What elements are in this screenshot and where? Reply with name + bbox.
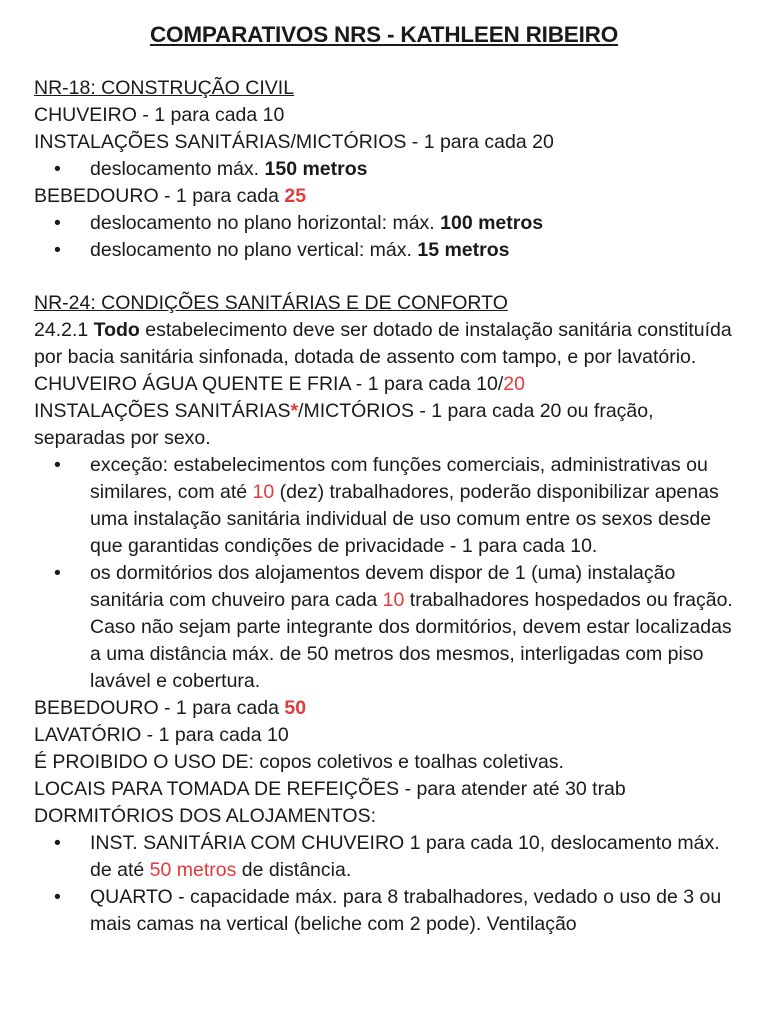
highlight-value: 50	[284, 697, 307, 719]
nr18-heading: NR-18: CONSTRUÇÃO CIVIL	[34, 77, 295, 99]
highlight-value: 25	[284, 185, 307, 207]
list-item: • exceção: estabelecimentos com funções comerciais, administrativas ou similares, com até 10 (dez) trabalhadores, poderão disponibilizar apenas uma instalação sanitária individual de uso comum entre os sexos desde que garantidas condições de privacidade - 1 para cada 10.	[90, 452, 734, 560]
list-item: • QUARTO - capacidade máx. para 8 trabalhadores, vedado o uso de 3 ou mais camas na vertical (beliche com 2 pode). Ventilação	[90, 884, 734, 938]
nr18-bebedouro: BEBEDOURO - 1 para cada 25	[34, 185, 307, 207]
nr24-proibido: É PROIBIDO O USO DE: copos coletivos e toalhas coletivas.	[34, 751, 564, 773]
list-item: • deslocamento máx. 150 metros	[90, 156, 734, 183]
nr24-bebedouro: BEBEDOURO - 1 para cada 50	[34, 697, 307, 719]
nr24-dormitorios-list	[34, 830, 734, 938]
nr18-instalacoes: INSTALAÇÕES SANITÁRIAS/MICTÓRIOS - 1 para cada 20	[34, 131, 554, 153]
nr18-bebedouro-list	[34, 210, 734, 264]
page-title: COMPARATIVOS NRS - KATHLEEN RIBEIRO	[149, 22, 618, 47]
list-item: • deslocamento no plano vertical: máx. 15 metros	[90, 237, 734, 264]
nr24-instalacoes-list	[34, 452, 734, 695]
list-item: • os dormitórios dos alojamentos devem dispor de 1 (uma) instalação sanitária com chuveiro para cada 10 trabalhadores hospedados ou fração. Caso não sejam parte integrante dos dormitórios, devem estar localizadas a uma distância máx. de 50 metros dos mesmos, interligadas com piso lavável e cobertura.	[90, 560, 734, 695]
nr24-refeicoes: LOCAIS PARA TOMADA DE REFEIÇÕES - para atender até 30 trab	[34, 778, 626, 800]
list-item: • INST. SANITÁRIA COM CHUVEIRO 1 para cada 10, deslocamento máx. de até 50 metros de distância.	[90, 830, 734, 884]
nr24-heading: NR-24: CONDIÇÕES SANITÁRIAS E DE CONFORTO	[34, 292, 508, 314]
nr24-lavatorio: LAVATÓRIO - 1 para cada 10	[34, 724, 289, 746]
nr18-chuveiro: CHUVEIRO - 1 para cada 10	[34, 104, 285, 126]
list-item: • deslocamento no plano horizontal: máx. 100 metros	[90, 210, 734, 237]
nr24-instalacoes: INSTALAÇÕES SANITÁRIAS*/MICTÓRIOS - 1 para cada 20 ou fração, separadas por sexo.	[34, 400, 654, 449]
nr24-paragraph-24-2-1: 24.2.1 Todo estabelecimento deve ser dotado de instalação sanitária constituída por bacia sanitária sinfonada, dotada de assento com tampo, e por lavatório.	[34, 319, 732, 368]
nr24-chuveiro: CHUVEIRO ÁGUA QUENTE E FRIA - 1 para cada 10/20	[34, 373, 525, 395]
nr18-instalacoes-list	[34, 156, 734, 183]
highlight-value: 20	[503, 373, 525, 395]
nr24-dormitorios: DORMITÓRIOS DOS ALOJAMENTOS:	[34, 805, 377, 827]
